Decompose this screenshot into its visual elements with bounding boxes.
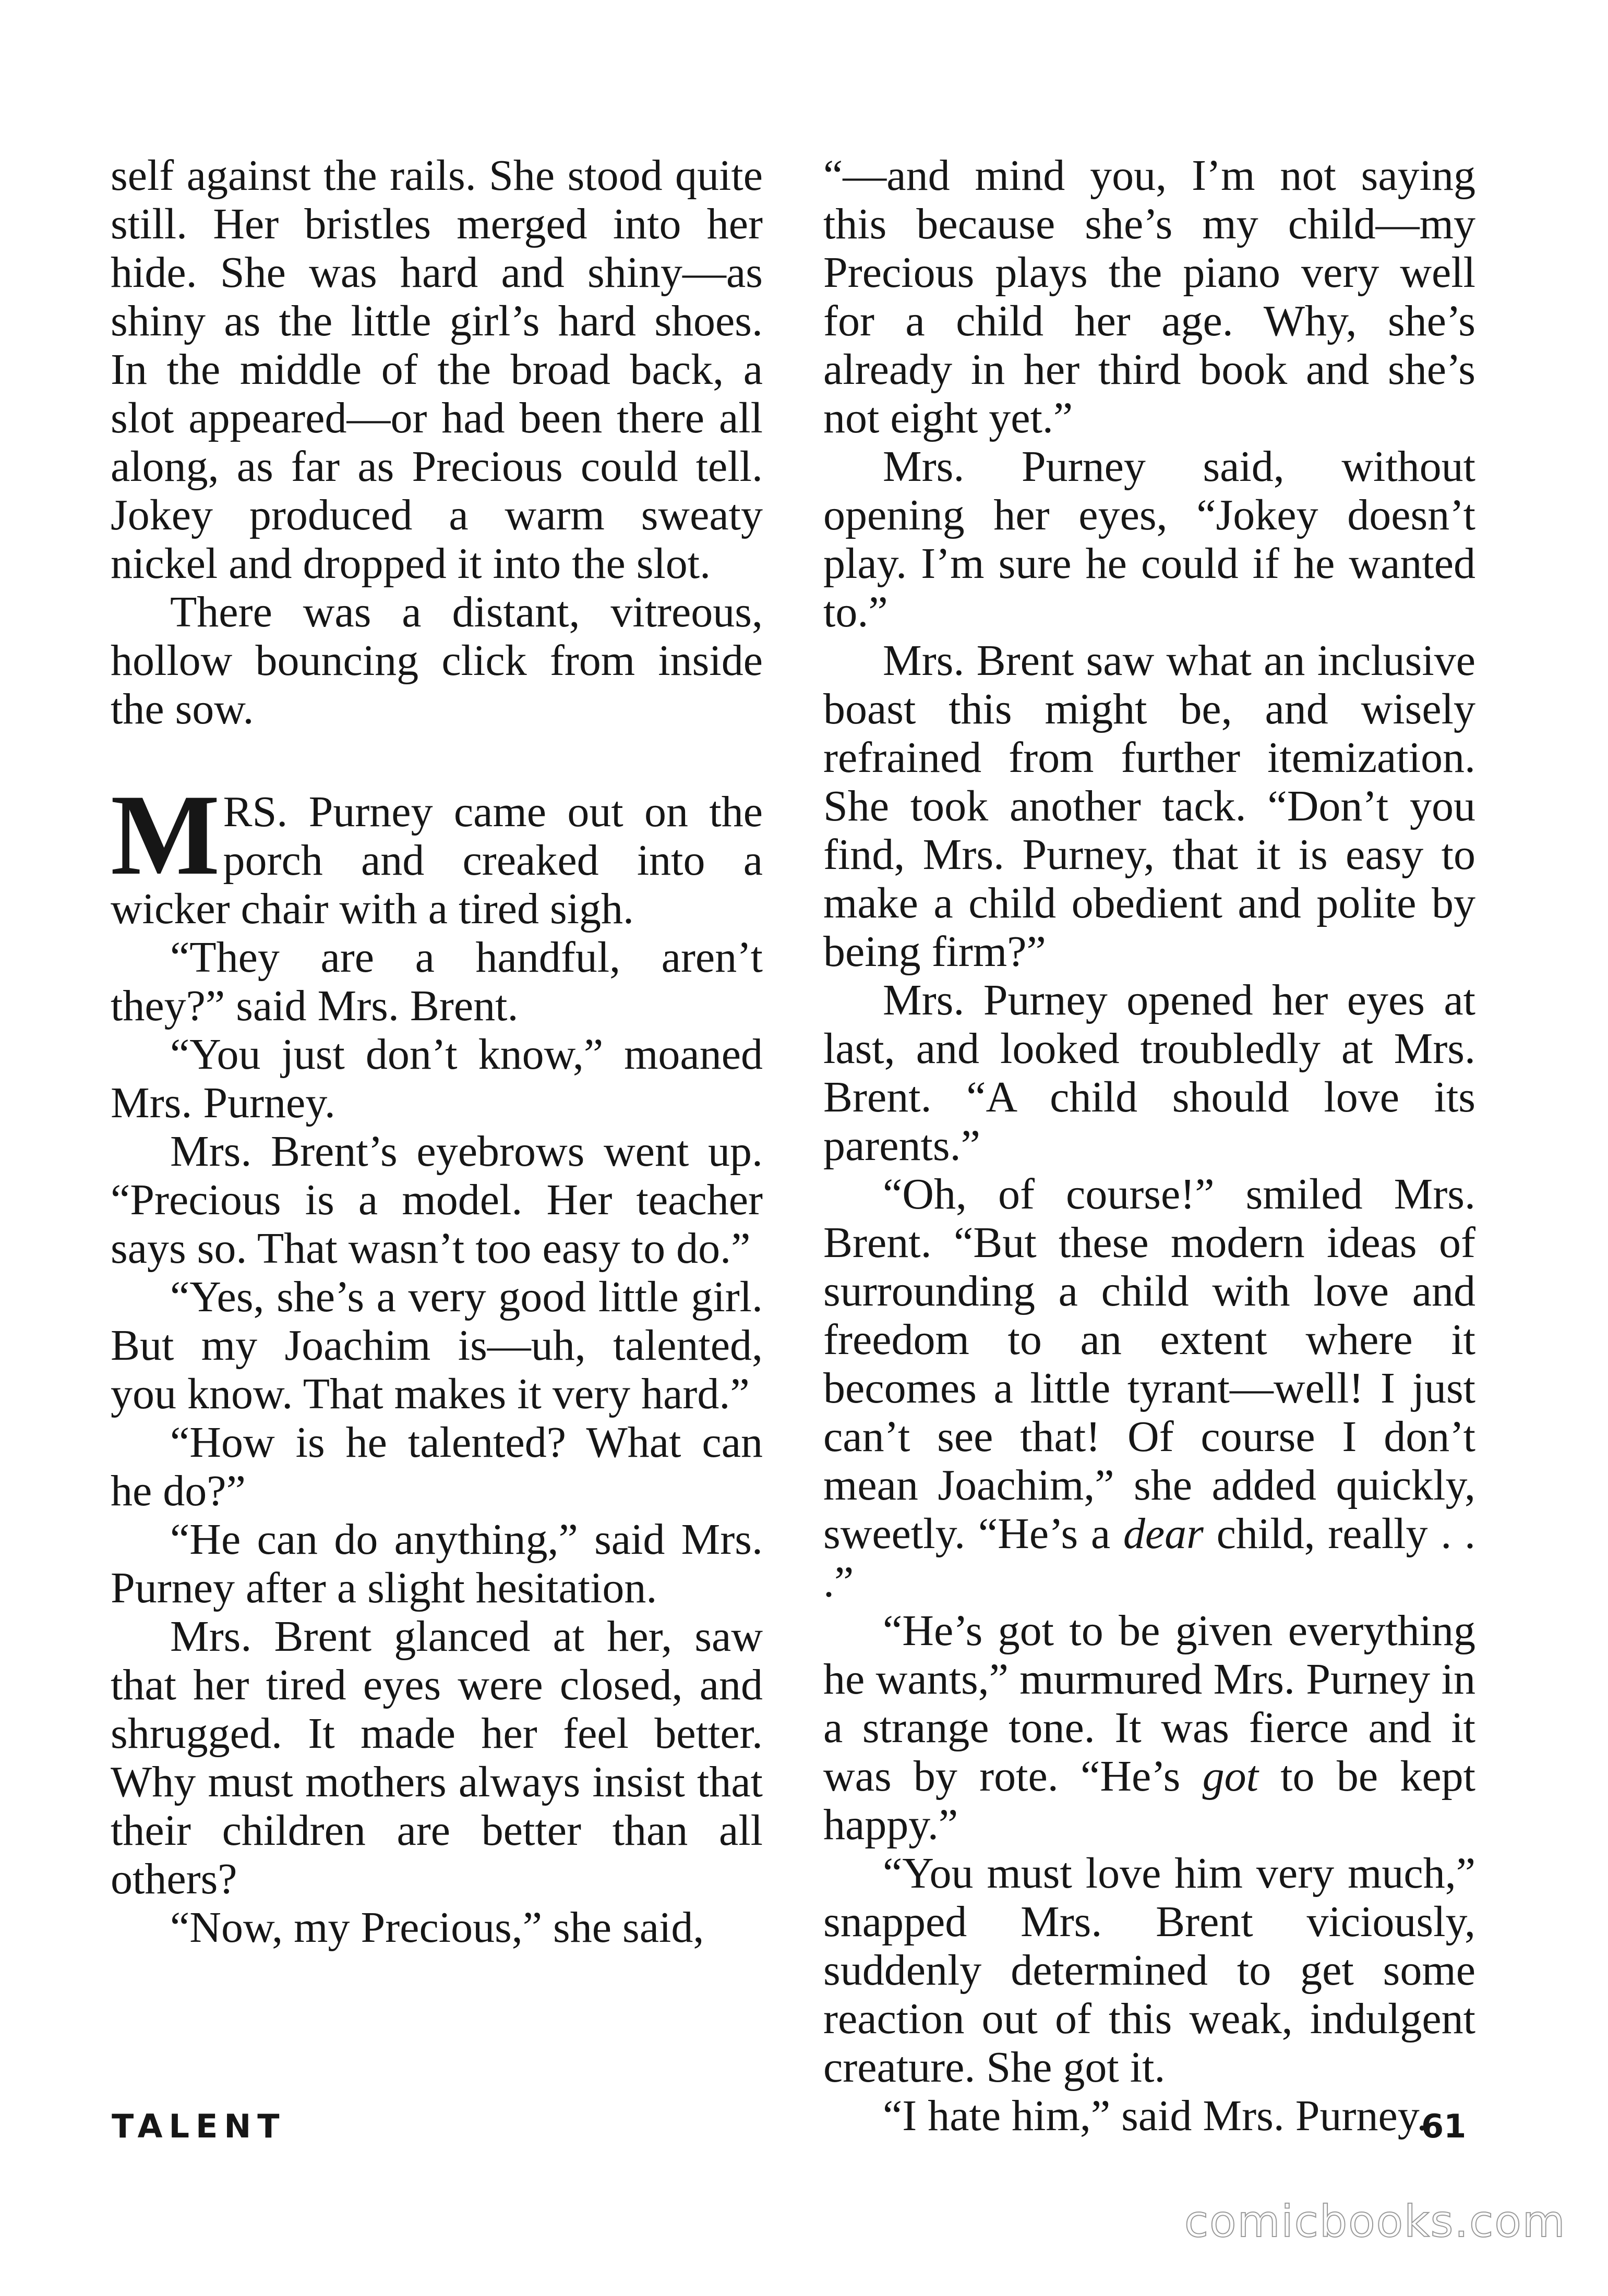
paragraph: There was a distant, vitreous, hollow bouncing click from inside the sow.	[111, 588, 763, 733]
paragraph: “Yes, she’s a very good little girl. But my Joachim is—uh, talented, you know. That makes it very hard.”	[111, 1273, 763, 1418]
paragraph: Mrs. Brent glanced at her, saw that her tired eyes were closed, and shrugged. It made her feel better. Why must mothers always insist that their children are better than all others?	[111, 1612, 763, 1903]
paragraph: “You must love him very much,” snapped Mrs. Brent viciously, suddenly determined to get some reaction out of this weak, indulgent creature. She got it.	[823, 1849, 1475, 2092]
paragraph: Mrs. Purney opened her eyes at last, and looked troubledly at Mrs. Brent. “A child should love its parents.”	[823, 976, 1475, 1170]
paragraph: “—and mind you, I’m not saying this because she’s my child—my Precious plays the piano very well for a child her age. Why, she’s already in her third book and she’s not eight yet.”	[823, 151, 1475, 442]
paragraph: “You just don’t know,” moaned Mrs. Purney.	[111, 1030, 763, 1127]
paragraph: Mrs. Brent saw what an inclusive boast this might be, and wisely refrained from further itemization. She took another tack. “Don’t you find, Mrs. Purney, that it is easy to make a child obedient and polite by being firm?”	[823, 636, 1475, 976]
paragraph	[823, 1606, 1475, 1849]
watermark: comicbooks.com	[1184, 2196, 1566, 2247]
paragraph: self against the rails. She stood quite still. Her bristles merged into her hide. She was hard and shiny—as shiny as the little girl’s hard shoes. In the middle of the broad back, a slot appeared—or had been there all along, as far as Precious could tell. Jokey produced a warm sweaty nickel and dropped it into the slot.	[111, 151, 763, 588]
right-text-column	[823, 151, 1475, 2140]
paragraph: Mrs. Brent’s eyebrows went up. “Precious is a model. Her teacher says so. That wasn’t too easy to do.”	[111, 1127, 763, 1273]
paragraph: “How is he talented? What can he do?”	[111, 1418, 763, 1515]
left-text-column	[111, 151, 763, 1952]
paragraph: “Now, my Precious,” she said,	[170, 1903, 704, 1952]
paragraph: “I hate him,” said Mrs. Purney.	[883, 2092, 1428, 2140]
paragraph	[823, 1170, 1475, 1606]
page-number: 61	[1421, 2107, 1467, 2145]
paragraph: “They are a handful, aren’t they?” said Mrs. Brent.	[111, 933, 763, 1030]
paragraph-text: RS. Purney came out on the porch and creaked into a wicker chair with a tired sigh.	[111, 788, 763, 933]
emphasis: got	[1202, 1752, 1258, 1800]
emphasis: dear	[1123, 1509, 1204, 1558]
paragraph: Mrs. Purney said, without opening her eyes, “Jokey doesn’t play. I’m sure he could if he wanted to.”	[823, 442, 1475, 636]
paragraph-text: child, really . . .”	[823, 1509, 1475, 1606]
drop-cap: M	[111, 771, 217, 899]
paragraph-text: “He’s got to be given everything he wants,” murmured Mrs. Purney in a strange tone. It was fierce and it was by rote. “He’s	[823, 1606, 1475, 1800]
paragraph-text: “Oh, of course!” smiled Mrs. Brent. “But these modern ideas of surrounding a child with love and freedom to an extent where it becomes a little tyrant—well! I just can’t see that! Of course I don’t mean Joachim,” she added quickly, sweetly. “He’s a	[823, 1170, 1475, 1558]
paragraph: “He can do anything,” said Mrs. Purney after a slight hesitation.	[111, 1515, 763, 1612]
paragraph-text: to be kept happy.”	[823, 1752, 1476, 1849]
running-title: TALENT	[112, 2107, 286, 2145]
section-opening-paragraph	[111, 771, 763, 933]
